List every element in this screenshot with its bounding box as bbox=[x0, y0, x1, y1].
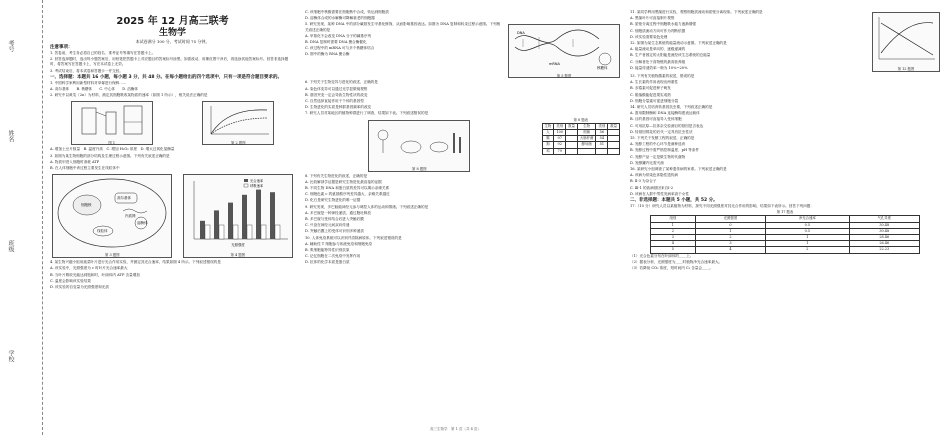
question-text: 14. 研究人员培育转基因抗虫棉，下列叙述正确的是 bbox=[630, 105, 713, 110]
table-cell: 猴 bbox=[542, 136, 554, 142]
bar-group bbox=[200, 190, 280, 239]
question-text: D. 突触后膜上的受体可识别多种递质 bbox=[305, 229, 364, 234]
bar bbox=[228, 203, 233, 239]
margin-label-exam-no: 考号 bbox=[7, 40, 14, 52]
figure-caption: 第 3 题图 bbox=[105, 253, 120, 258]
table-cell: 1 bbox=[766, 235, 849, 241]
margin-label-school: 学校 bbox=[7, 350, 14, 362]
question-text: 11. 某同学利用黑藻进行实验，观察细胞质流动和质壁分离现象。下列叙述正确的是 bbox=[630, 10, 763, 14]
question-text: B. 当叶片吸收光能达到饱和时，叶绿体内 ATP 含量增加 bbox=[50, 272, 140, 277]
question-text: B. 浆细胞能特异性识别抗原 bbox=[305, 248, 350, 253]
figure-apparatus bbox=[71, 101, 153, 145]
cell-label: 内质网 bbox=[125, 214, 136, 219]
cell-label: 高尔基体 bbox=[117, 196, 132, 201]
table-header-cell: 生物 bbox=[542, 123, 554, 129]
table-cell: 5 bbox=[651, 247, 696, 253]
curve-plot bbox=[203, 102, 273, 138]
q11-text bbox=[630, 10, 866, 74]
question-text: A. 多巴胺是一种神经递质，通过胞吐释放 bbox=[305, 210, 371, 215]
table-cell: 28.46 bbox=[849, 235, 920, 241]
table-cell: 3 bbox=[695, 241, 765, 247]
question-text: 3. 如图为某生物细胞的部分结构及生理过程示意图。下列有关叙述正确的是 bbox=[50, 153, 170, 158]
question-text: D. 细胞分裂素可促进细胞分裂 bbox=[630, 98, 679, 103]
question-text: A. 染色体变异可以通过光学显微镜观察 bbox=[305, 86, 368, 91]
animals-illustration bbox=[369, 121, 469, 165]
table-header-cell: 组别 bbox=[651, 216, 696, 222]
section2-heading: 二、非选择题：本题共 5 小题，共 52 分。 bbox=[630, 198, 718, 204]
bar bbox=[256, 190, 261, 239]
table-cell bbox=[577, 148, 596, 154]
table-cell: 大肠杆菌 bbox=[577, 136, 596, 142]
table-cell: 0.5 bbox=[766, 228, 849, 234]
question-text: D. 该实验需要染色处理 bbox=[630, 34, 668, 39]
question-text: A. 黑藻叶片可直接制片观察 bbox=[630, 16, 675, 21]
question-text: A. 辅助性 T 细胞参与体液免疫和细胞免疫 bbox=[305, 241, 373, 246]
figure-animals bbox=[368, 120, 470, 172]
bar bbox=[205, 225, 210, 239]
bar-chart bbox=[184, 175, 292, 251]
table-header-cell: 数量 bbox=[608, 123, 620, 129]
dna-label: 核糖体 bbox=[597, 66, 608, 71]
table-cell: 2 bbox=[695, 235, 765, 241]
table-header-cell: 生物 bbox=[577, 123, 596, 129]
question-text: 15. 下列关于发酵工程的叙述，正确的是 bbox=[630, 136, 695, 141]
page-footer: 高三生物学 第 1 页（共 4 页） bbox=[430, 427, 481, 431]
table-cell: 0 bbox=[695, 222, 765, 228]
notice-item: 3. 考试结束后，将本试卷和答题卡一并交回。 bbox=[50, 68, 123, 73]
question-text: C. 脱落酸能促进果实成熟 bbox=[630, 92, 671, 97]
table-cell: 4 bbox=[695, 247, 765, 253]
question-text: 6. 下列关于生物变异与进化的叙述，正确的是 bbox=[305, 80, 378, 85]
table-cell bbox=[596, 148, 608, 154]
x-axis-label: 光照强度 bbox=[230, 243, 245, 248]
question-text: B. 目的基因可直接导入受体细胞 bbox=[630, 117, 682, 122]
q8-block bbox=[305, 118, 620, 174]
question-text: A. 发酵工程的中心环节是菌种选育 bbox=[630, 142, 686, 147]
exam-note: 本试卷满分 100 分，考试时间 75 分钟。 bbox=[135, 39, 210, 44]
question-text: C. 记忆细胞在二次免疫中发挥作用 bbox=[305, 254, 361, 259]
bar bbox=[247, 225, 252, 239]
table-cell: 4 bbox=[651, 241, 696, 247]
question-text: （3）若降低 CO₂ 浓度，短时间内 C₃ 含量会____。 bbox=[630, 266, 713, 271]
question-text: （1）光合色素分布在叶绿体的____上。 bbox=[630, 253, 694, 258]
question-text: D. 溶酶体合成的水解酶可降解衰老的细胞器 bbox=[305, 16, 375, 21]
figure-energy bbox=[872, 12, 940, 72]
question-text: B. 赤霉素可促进种子萌发 bbox=[630, 86, 671, 91]
cell-label: 线粒体 bbox=[97, 229, 108, 234]
table-cell: 酵母菌 bbox=[577, 142, 596, 148]
table-cell: 26.46 bbox=[849, 241, 920, 247]
table-row bbox=[651, 247, 920, 253]
section1-heading: 一、选择题：本题共 16 小题，每小题 3 分，共 48 分。在每小题给出的四个选项中，只有一项是符合题目要求的。 bbox=[50, 74, 283, 80]
margin-label-name: 姓名 bbox=[7, 130, 14, 142]
cell-label: 细胞核 bbox=[81, 203, 92, 208]
table-cell: 鸡 bbox=[542, 148, 554, 154]
question-text: C. 发酵产品一定是微生物的代谢物 bbox=[630, 154, 686, 159]
table-cell: 100 bbox=[554, 130, 566, 136]
bar bbox=[275, 225, 280, 239]
question-text: A. 比较解剖学证据是研究生物进化最直接的证据 bbox=[305, 179, 382, 184]
figure-caption: 第 12 题图 bbox=[897, 67, 915, 72]
notice-item: 1. 答卷前，考生务必将自己的姓名、准考证号等填写在答题卡上。 bbox=[50, 51, 156, 55]
cell-diagram bbox=[53, 175, 171, 251]
table-header-cell: 数量 bbox=[566, 123, 578, 129]
table-header-cell: 类别 bbox=[596, 123, 608, 129]
q11-block bbox=[630, 10, 940, 74]
question-text: 8. 下列有关生物进化的叙述，正确的是 bbox=[305, 173, 368, 178]
bar bbox=[200, 221, 205, 239]
table-cell: 人 bbox=[542, 130, 554, 136]
question-text: 4. 某生物兴趣小组用菠菜叶片进行光合作用实验，并测定其光合速率，结果如图 4 所示。下列叙述错误的是 bbox=[50, 260, 221, 265]
question-text: D. 该实验的自变量为光照强度和光质 bbox=[50, 285, 109, 290]
exam-subject: 生物学 bbox=[158, 28, 186, 38]
dna-label: mRNA bbox=[549, 62, 560, 67]
table-cell: 2 bbox=[651, 228, 696, 234]
table-cell: 狗 bbox=[542, 142, 554, 148]
question-text: 9. 研究发现，多巴胺能神经元参与调控人体的运动和情绪。下列叙述正确的是 bbox=[305, 204, 429, 209]
question-text: C. 细胞色素 c 的氨基酸序列差异越大，亲缘关系越近 bbox=[305, 192, 390, 197]
question-text: 2. 研究中以黄瓜（2n）为材料，测定其细胞吸收某物质的速率（如图 1 所示），相关说法正确的是 bbox=[50, 93, 208, 98]
notices-heading: 注意事项： bbox=[50, 45, 73, 50]
question-text: A. 该实验中，光照强度为 c 时叶片光合速率最大 bbox=[50, 266, 128, 271]
table-cell bbox=[608, 148, 620, 154]
column-2 bbox=[305, 10, 620, 425]
question-text: C. Ⅲ-1 的致病基因来自Ⅰ-2 bbox=[630, 185, 674, 190]
question-text: C. 可用抗原—抗体杂交检测目的基因是否表达 bbox=[630, 123, 704, 128]
column-3 bbox=[630, 10, 940, 425]
dna-diagram bbox=[509, 25, 619, 71]
table-cell: 2 bbox=[766, 247, 849, 253]
table-cell: 54 bbox=[596, 136, 608, 142]
table-header-cell: 类别 bbox=[554, 123, 566, 129]
question-text: C. 细胞质流动方向可作为判断依据 bbox=[630, 28, 686, 33]
data-table bbox=[542, 123, 620, 155]
table-cell: 97 bbox=[554, 136, 566, 142]
question-text: D. 该病在人群中男性发病率高于女性 bbox=[630, 191, 689, 196]
table-cell: 22.23 bbox=[849, 247, 920, 253]
binding-margin bbox=[0, 0, 43, 435]
figure-caption: 第 8 题图 bbox=[412, 166, 427, 171]
question-text: B. 质壁分离过程中细胞吸水能力逐渐增强 bbox=[630, 22, 697, 27]
question-text: B. 不同生物 DNA 和蛋白质的差异可以揭示亲缘关系 bbox=[305, 186, 390, 191]
question-text: 12. 如图为某生态系统的能量流动示意图。下列叙述正确的是 bbox=[630, 41, 727, 46]
question-text: A. 物质甲进入细胞时消耗 ATP bbox=[50, 159, 100, 164]
dna-label: DNA bbox=[517, 31, 525, 36]
question-text: D. 图中的酶为 RNA 聚合酶 bbox=[305, 52, 350, 57]
table2-wrap bbox=[650, 210, 920, 253]
question-text: 7. 研究人员对某地区的植物种群进行了调查，结果如下表。下列叙述错误的是 bbox=[305, 111, 429, 116]
legend-label: 呼吸速率 bbox=[249, 184, 263, 189]
question-text: C. 该过程中的 mRNA 可与多个核糖体结合 bbox=[305, 46, 375, 51]
question-text: C. 温度会影响该实验结果 bbox=[50, 278, 91, 283]
table-cell: 30.48 bbox=[849, 228, 920, 234]
question-text: D. 化石是研究生物进化的唯一证据 bbox=[305, 198, 361, 203]
question-text: A. 能量流动是单向的、逐级递减的 bbox=[630, 47, 686, 52]
question-text: 13. 下列有关植物激素的叙述，错误的是 bbox=[630, 74, 695, 78]
question-text: A. 高尔基体 B. 核糖体 C. 中心体 D. 溶酶体 bbox=[50, 87, 139, 92]
table-caption: 第 8 题表 bbox=[573, 117, 589, 122]
table-header-cell: 气孔导度 bbox=[849, 216, 920, 222]
question-text: A. 需用限制酶和 DNA 连接酶构建表达载体 bbox=[630, 111, 700, 116]
table-cell: 51 bbox=[596, 142, 608, 148]
question-text: D. 生物进化的实质是种群基因频率的改变 bbox=[305, 105, 372, 110]
bar bbox=[242, 195, 247, 239]
exam-title: 2025 年 12 月高三联考 bbox=[116, 16, 229, 27]
table-cell: 1 bbox=[766, 241, 849, 247]
table-cell bbox=[566, 148, 578, 154]
apparatus-diagram bbox=[72, 102, 152, 138]
question-text: B. 生产者固定的太阳能是流经该生态系统的总能量 bbox=[630, 53, 711, 58]
table-cell: 0.5 bbox=[766, 222, 849, 228]
cell-label: 溶酶体 bbox=[137, 221, 148, 226]
figure-bar-chart bbox=[183, 174, 293, 258]
question-text: D. 发酵罐内无需灭菌 bbox=[630, 160, 664, 165]
bar bbox=[261, 225, 266, 239]
table-cell: 56 bbox=[596, 130, 608, 136]
question-text: D. 抗体的化学本质是蛋白质 bbox=[305, 260, 350, 265]
table-cell: 30.48 bbox=[849, 222, 920, 228]
figure-caption: 第 5 题图 bbox=[556, 73, 572, 78]
column-1 bbox=[50, 10, 295, 425]
margin-label-class: 班级 bbox=[7, 240, 14, 252]
bar bbox=[219, 225, 224, 239]
table-cell: 细菌 bbox=[577, 130, 596, 136]
data-table bbox=[650, 215, 920, 253]
question-text: A. 生长素的作用表现出两重性 bbox=[630, 80, 679, 85]
question-text: B. Ⅱ-3 为杂合子 bbox=[630, 179, 657, 184]
table-cell: 3 bbox=[651, 235, 696, 241]
figure-dna bbox=[508, 24, 620, 78]
figure-cell bbox=[52, 174, 172, 258]
question-text: B. DNA 复制时需要 DNA 聚合酶催化 bbox=[305, 40, 367, 45]
question-text: （2）据表分析，光照强度为____时植物净光合速率最大。 bbox=[630, 259, 723, 264]
question-text: A. 该病为常染色体隐性遗传病 bbox=[630, 173, 679, 178]
question-text: 17.（10 分）研究人员以某植物为材料，探究不同光照强度对其光合作用的影响，结果如下表所示。回答下列问题： bbox=[630, 204, 814, 209]
question-text: D. 能量传递效率一般为 10%~20% bbox=[630, 65, 688, 70]
figure-caption: 第 2 题图 bbox=[231, 140, 246, 145]
table-header-cell: 光照强度 bbox=[695, 216, 765, 222]
question-text: B. 多巴胺与受体结合后进入突触后膜 bbox=[305, 217, 364, 222]
legend-label: 光合速率 bbox=[249, 179, 263, 184]
question-text: B. 基因突变一定会导致生物性状的改变 bbox=[305, 92, 368, 97]
table-cell: 79 bbox=[554, 148, 566, 154]
question-text: C. 分解者处于食物链的最高营养级 bbox=[630, 59, 686, 64]
figure-row-2 bbox=[50, 172, 295, 260]
table-caption: 第 17 题表 bbox=[776, 210, 794, 215]
figure-caption: 图 1 bbox=[108, 140, 116, 145]
question-text: 16. 某研究小组调查了某种遗传病的家系。下列叙述正确的是 bbox=[630, 167, 727, 172]
question-text: D. 转基因棉花的后代一定具有抗虫性状 bbox=[630, 129, 693, 134]
bar bbox=[214, 211, 219, 240]
table-cell: 1 bbox=[651, 222, 696, 228]
table-header-cell: 净光合速率 bbox=[766, 216, 849, 222]
table-cell: 92 bbox=[554, 142, 566, 148]
figure-row-1 bbox=[50, 99, 295, 147]
question-text: 1. 中国科学家利用新型材料对草莓进行保鲜…… bbox=[50, 80, 127, 85]
question-text: 10. 人体免疫系统可以识别并清除病原体。下列叙述错误的是 bbox=[305, 235, 402, 240]
bar bbox=[270, 192, 275, 239]
q5-block bbox=[305, 22, 620, 80]
notice-item: 2. 回答选择题时，选出每小题答案后，用铅笔把答题卡上对应题目的答案标号涂黑。如需改动，用橡皮擦干净后，再选涂其他答案标号。回答非选择题时，将答案写在答题卡上，写在本试卷上无效。 bbox=[50, 57, 289, 67]
table-cell: 1 bbox=[695, 228, 765, 234]
table-block bbox=[542, 118, 620, 155]
question-text: C. 自然选择直接作用于个体的基因型 bbox=[305, 99, 364, 104]
question-text: A. 甲基化不会改变 DNA 分子的碱基序列 bbox=[305, 33, 372, 38]
figure-caption: 第 4 题图 bbox=[230, 253, 245, 258]
question-text: B. 发酵过程中需严格控制温度、pH 等条件 bbox=[630, 148, 700, 153]
question-text: 5. 研究发现，某种 DNA 中的部分碱基发生甲基化修饰，从而影响基因表达。如图为 DNA 复制和转录过程示意图。下列相关叙述正确的是 bbox=[305, 22, 501, 32]
question-text: C. 兴奋在神经元间双向传递 bbox=[305, 223, 350, 228]
question-text: A. 增加土豆片数量 B. 温度升高 C. 增加 H₂O₂ 浓度 D. 增大过氧化氢酶量 bbox=[50, 147, 175, 152]
question-text: C. 该细胞中核酸需要在细胞核中合成，转运到细胞质 bbox=[305, 10, 389, 14]
bar bbox=[233, 225, 238, 239]
figure-curve bbox=[202, 101, 274, 145]
table-row bbox=[542, 148, 619, 154]
q5-text bbox=[305, 22, 502, 80]
table2-block bbox=[630, 210, 940, 253]
energy-curve bbox=[873, 13, 939, 65]
question-text: B. 在人体细胞中该过程主要发生在线粒体中 bbox=[50, 166, 120, 171]
